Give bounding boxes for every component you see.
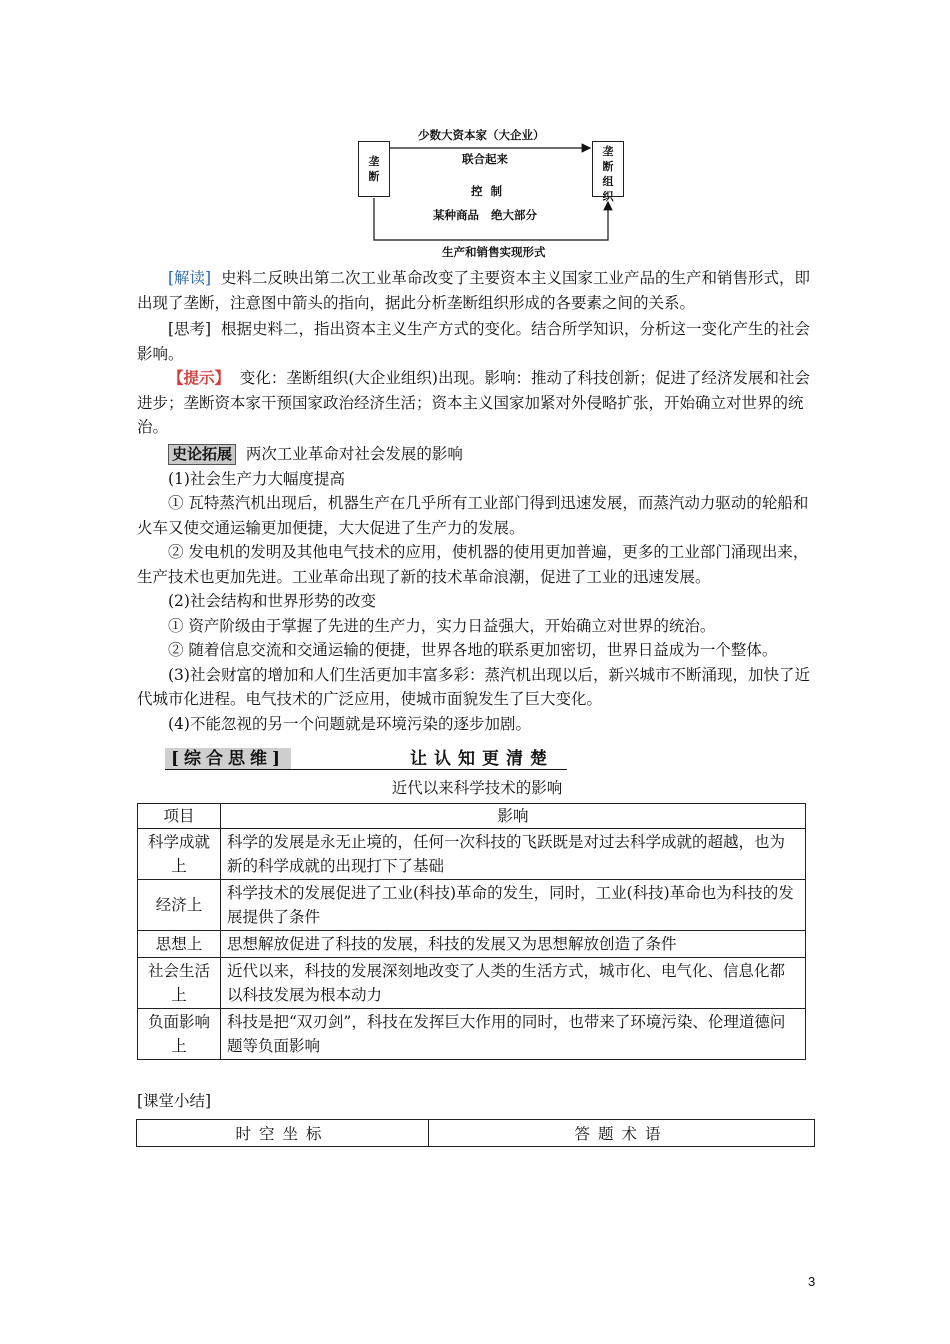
shilun-p3: ② 发电机的发明及其他电气技术的应用，使机器的使用更加普遍，更多的工业部门涌现出来，生产技术也更加先进。工业革命出现了新的技术革命浪潮，促进了工业的迅速发展。	[137, 543, 809, 586]
shilun-p5: ① 资产阶级由于掌握了先进的生产力，实力日益强大，开始确立对世界的统治。	[168, 616, 716, 635]
table-row-label: 社会生活上	[138, 958, 221, 1009]
zonghe-tag: [综合思维]	[165, 748, 291, 770]
page-number: 3	[808, 1274, 816, 1289]
table-title: 近代以来科学技术的影响	[391, 779, 563, 797]
table-row	[138, 880, 806, 931]
summary-col-terms: 答题术语	[429, 1120, 815, 1147]
zonghe-slogan: 让认知更清楚	[410, 749, 554, 769]
table-header-cell: 项目	[138, 804, 221, 829]
summary-header-row	[137, 1120, 815, 1147]
diagram-left-box: 垄断	[358, 141, 390, 197]
jiedu-text: 史料二反映出第二次工业革命改变了主要资本主义国家工业产品的生产和销售形式，即出现了垄断，注意图中箭头的指向，据此分析垄断组织形成的各要素之间的关系。	[137, 269, 810, 312]
shilun-p8: (4)不能忽视的另一个问题就是环境污染的逐步加剧。	[168, 714, 531, 733]
diagram-middle-top: 控 制	[471, 184, 503, 198]
diagram-middle-right: 绝大部分	[491, 208, 537, 222]
tishi-tag: 【提示】	[168, 368, 231, 387]
table-row-label: 科学成就上	[138, 829, 221, 880]
shilun-section	[137, 442, 817, 736]
jiedu-paragraph	[137, 266, 817, 315]
table-row	[138, 829, 806, 880]
jiedu-tag: [解读]	[168, 269, 212, 287]
sikao-tag: [思考]	[168, 320, 212, 338]
diagram-middle-left: 某种商品	[433, 208, 479, 222]
table-row	[138, 958, 806, 1009]
impact-table	[137, 803, 806, 1060]
table-row-content: 科技是把“双刃剑”，科技在发挥巨大作用的同时，也带来了环境污染、伦理道德问题等负面影响	[221, 1009, 806, 1060]
diagram-top-sub: 联合起来	[462, 152, 508, 166]
table-row-content: 科学的发展是永无止境的，任何一次科技的飞跃既是对过去科学成就的超越，也为新的科学成就的出现打下了基础	[221, 829, 806, 880]
diagram-right-box: 垄断组织	[592, 141, 624, 197]
shilun-p7: (3)社会财富的增加和人们生活更加丰富多彩：蒸汽机出现以后，新兴城市不断涌现，加快了近代城市化进程。电气技术的广泛应用，使城市面貌发生了巨大变化。	[137, 665, 810, 708]
shilun-p6: ② 随着信息交流和交通运输的便捷，世界各地的联系更加密切，世界日益成为一个整体。	[168, 641, 778, 659]
diagram-bottom-label: 生产和销售实现形式	[442, 245, 546, 259]
table-row-label: 经济上	[138, 880, 221, 931]
table-row	[138, 931, 806, 958]
table-row-content: 科学技术的发展促进了工业(科技)革命的发生，同时，工业(科技)革命也为科技的发展提供了条件	[221, 880, 806, 931]
tishi-paragraph	[137, 366, 817, 440]
table-header-row	[138, 804, 806, 829]
shilun-p1: (1)社会生产力大幅度提高	[168, 469, 345, 488]
tishi-text: 变化：垄断组织(大企业组织)出现。影响：推动了科技创新；促进了经济发展和社会进步；垄断资本家干预国家政治经济生活；资本主义国家加紧对外侵略扩张，开始确立对世界的统治。	[137, 369, 810, 436]
shilun-p4: (2)社会结构和世界形势的改变	[168, 592, 376, 610]
diagram-top-label: 少数大资本家（大企业）	[418, 128, 545, 142]
zonghe-header	[165, 748, 567, 770]
sikao-text: 根据史料二，指出资本主义生产方式的变化。结合所学知识，分析这一变化产生的社会影响。	[137, 320, 810, 363]
table-header-cell: 影响	[221, 804, 806, 829]
table-row-label: 思想上	[138, 931, 221, 958]
sikao-paragraph	[137, 317, 817, 366]
table-row-content: 思想解放促进了科技的发展，科技的发展又为思想解放创造了条件	[221, 931, 806, 958]
shilun-p2: ① 瓦特蒸汽机出现后，机器生产在几乎所有工业部门得到迅速发展，而蒸汽动力驱动的轮船和火车又使交通运输更加便捷，大大促进了生产力的发展。	[137, 494, 809, 537]
summary-col-spacetime: 时空坐标	[137, 1120, 429, 1147]
zonghe-underline	[165, 769, 567, 770]
table-row-content: 近代以来，科技的发展深刻地改变了人类的生活方式，城市化、电气化、信息化都以科技发展为根本动力	[221, 958, 806, 1009]
summary-table	[136, 1119, 815, 1147]
table-row	[138, 1009, 806, 1060]
table-row-label: 负面影响上	[138, 1009, 221, 1060]
shilun-tag: 史论拓展	[168, 444, 236, 465]
ketang-label: [课堂小结]	[137, 1092, 212, 1110]
shilun-title: 两次工业革命对社会发展的影响	[245, 445, 463, 463]
